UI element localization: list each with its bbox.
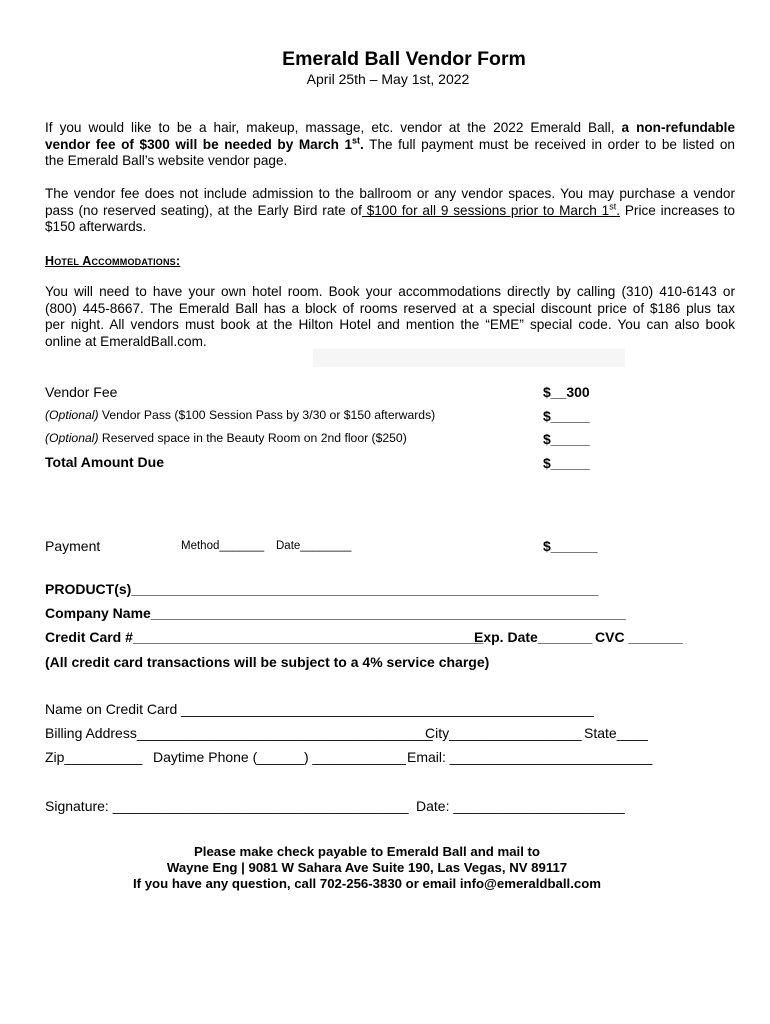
optional-label: (Optional): [45, 431, 99, 445]
payment-method-field[interactable]: Method_______: [181, 540, 265, 552]
total-amount-field[interactable]: $_____: [543, 455, 590, 471]
hotel-line-2: (800) 445-8667. The Emerald Ball has a block of rooms reserved at a special discount price of $186 plus tax: [45, 300, 735, 316]
service-charge-note: (All credit card transactions will be subject to a 4% service charge): [45, 654, 490, 670]
reserved-space-amount[interactable]: $_____: [543, 431, 590, 447]
vendor-pass-amount[interactable]: $_____: [543, 408, 590, 424]
early-bird-rate: $100 for all 9 sessions prior to March 1: [361, 202, 610, 218]
email-field[interactable]: Email: __________________________: [407, 749, 653, 765]
company-name-field[interactable]: Company Name_____________________________________________________________: [45, 605, 626, 621]
zip-field[interactable]: Zip__________: [45, 749, 143, 765]
signature-field[interactable]: Signature: ______________________________________: [45, 798, 409, 814]
state-field[interactable]: State____: [584, 725, 648, 741]
intro-text: If you would like to be a hair, makeup, massage, etc. vendor at the 2022 Emerald Ball,: [45, 120, 622, 135]
fee-note-text: pass (no reserved seating), at the Early Bird rate of: [45, 202, 362, 218]
reserved-space-label: Reserved space in the Beauty Room on 2nd floor ($250): [98, 431, 407, 445]
intro-fee-period: .: [360, 136, 364, 152]
products-field[interactable]: PRODUCT(s)____________________________________________________________: [45, 581, 599, 597]
billing-address-field[interactable]: Billing Address______________________________________: [45, 725, 433, 741]
vendor-fee-label: Vendor Fee: [45, 384, 118, 400]
early-bird-period: .: [616, 202, 621, 218]
intro-paragraph: [45, 120, 735, 170]
fee-note-paragraph: [45, 186, 735, 236]
fee-note-line-1: The vendor fee does not include admission to the ballroom or any vendor spaces. You may purchase a vendor: [45, 186, 735, 201]
vendor-pass-label: Vendor Pass ($100 Session Pass by 3/30 or $150 afterwards): [98, 408, 436, 422]
reserved-space-line: [45, 431, 407, 445]
early-bird-sup: st: [609, 201, 617, 212]
payment-amount-field[interactable]: $______: [543, 538, 598, 554]
intro-fee-sup: st: [352, 135, 361, 146]
hotel-paragraph: [45, 284, 735, 350]
cvc-field[interactable]: CVC _______: [595, 629, 683, 645]
total-amount-label: Total Amount Due: [45, 454, 164, 470]
event-dates: April 25th – May 1st, 2022: [306, 71, 470, 87]
footer-check-payable: Please make check payable to Emerald Ball and mail to: [194, 844, 540, 859]
intro-line-1: [45, 120, 735, 137]
footer-contact: If you have any question, call 702-256-3830 or email info@emeraldball.com: [132, 876, 601, 891]
vendor-pass-line: [45, 408, 435, 422]
intro-fee-text: vendor fee of $300 will be needed by March 1: [45, 136, 353, 152]
payment-label: Payment: [45, 538, 101, 554]
city-field[interactable]: City_________________: [425, 725, 582, 741]
signature-date-field[interactable]: Date: ______________________: [416, 798, 625, 814]
exp-date-field[interactable]: Exp. Date_______: [474, 629, 593, 645]
hotel-line-4: online at EmeraldBall.com.: [45, 333, 207, 349]
page-title: Emerald Ball Vendor Form: [282, 48, 526, 70]
shaded-field-area: [313, 349, 625, 367]
intro-payment-text: The full payment must be received in order to be listed on: [363, 136, 735, 152]
credit-card-field[interactable]: Credit Card #_____________________________________________: [45, 629, 484, 645]
vendor-fee-amount: $__300: [543, 384, 590, 400]
hotel-line-1: You will need to have your own hotel room. Book your accommodations directly by calling (310) 410-6143 or: [45, 284, 735, 299]
payment-date-field[interactable]: Date________: [276, 540, 352, 552]
fee-note-increase: Price increases to: [620, 202, 735, 218]
name-on-card-field[interactable]: Name on Credit Card _____________________________________________________: [45, 701, 594, 717]
optional-label: (Optional): [45, 408, 99, 422]
hotel-line-3: per night. All vendors must book at the Hilton Hotel and mention the “EME” special code. You can also book: [45, 317, 735, 333]
intro-bold: a non-refundable: [621, 120, 736, 135]
fee-note-line-2: [45, 203, 735, 220]
fee-note-line-3: $150 afterwards.: [45, 219, 147, 235]
footer-mail-address: Wayne Eng | 9081 W Sahara Ave Suite 190, Las Vegas, NV 89117: [166, 860, 568, 875]
intro-line-3: the Emerald Ball’s website vendor page.: [45, 153, 288, 169]
intro-line-2: [45, 137, 735, 154]
hotel-heading: Hotel Accommodations:: [45, 254, 181, 268]
daytime-phone-field[interactable]: Daytime Phone (______) ____________: [153, 749, 406, 765]
